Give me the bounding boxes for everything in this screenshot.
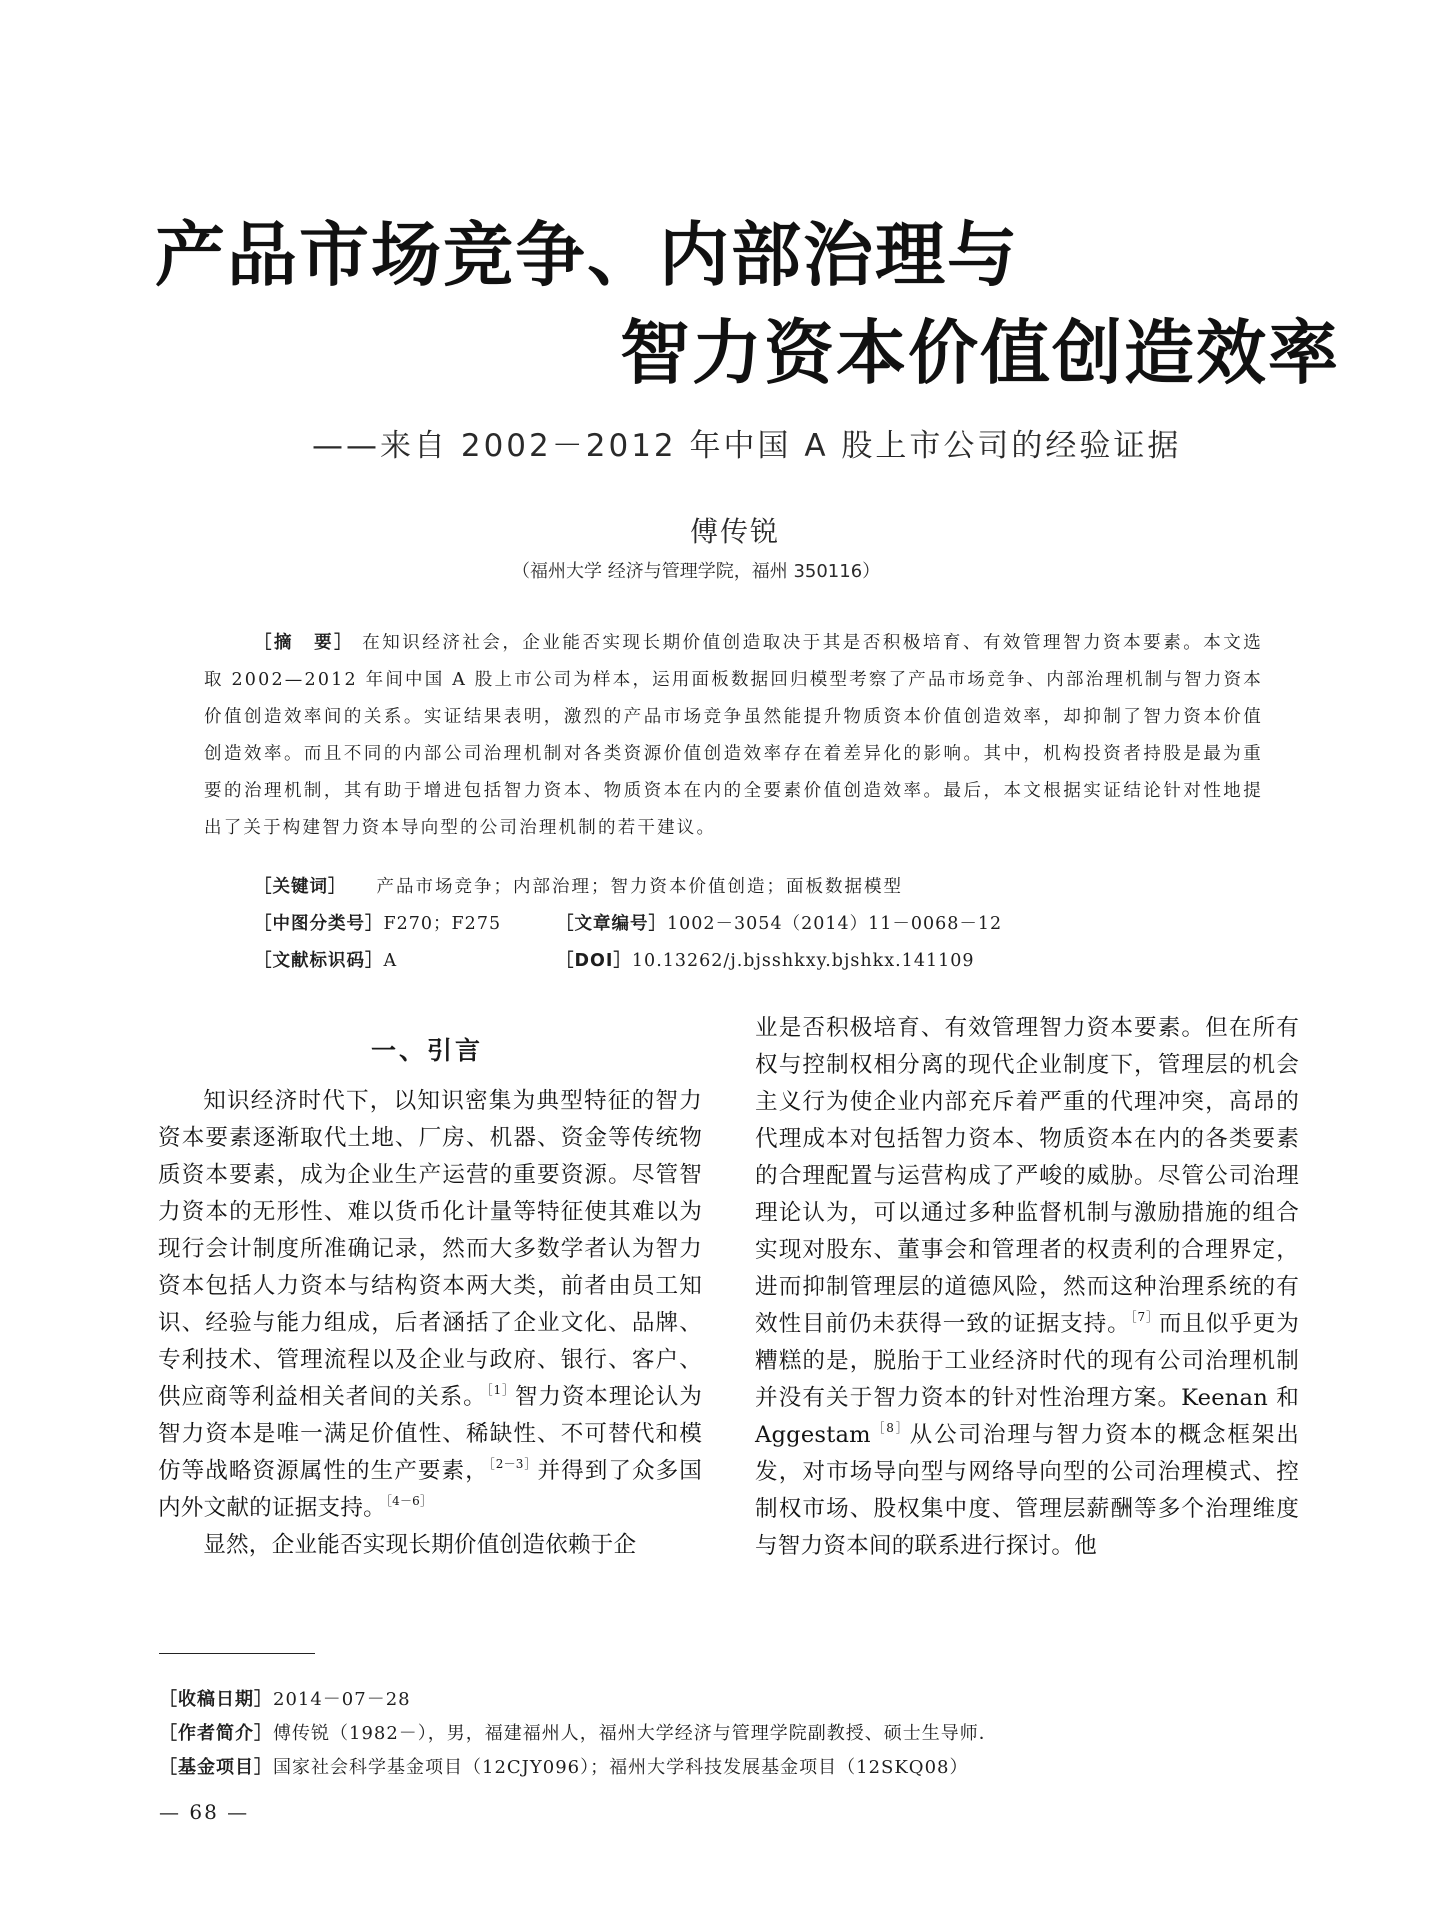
document-code-value: A — [383, 951, 398, 971]
section-heading: 一、引言 — [371, 1036, 484, 1065]
page-number: — 68 — — [159, 1800, 250, 1824]
title-line-1: 产品市场竞争、内部治理与 — [155, 214, 1019, 296]
article-number — [556, 910, 1002, 935]
classification — [254, 910, 501, 935]
keywords-label: ［关键词］ — [254, 877, 347, 897]
body-paragraph — [158, 1527, 702, 1564]
document-code — [254, 947, 397, 972]
keywords — [254, 873, 903, 898]
body-text: 知识经济时代下，以知识密集为典型特征的智力资本要素逐渐取代土地、厂房、机器、资金等传统物质资本要素，成为企业生产运营的重要资源。尽管智力资本的无形性、难以货币化计量等特征使其难以为现行会计制度所准确记录，然而大多数学者认为智力资本包括人力资本与结构资本两大类，前者由员工知识、经验与能力组成，后者涵括了企业文化、品牌、专利技术、管理流程以及企业与政府、银行、客户、供应商等利益相关者间的关系。 — [158, 1088, 702, 1410]
body-text: 并得到了众多国内外文献的证据支持。 — [158, 1458, 702, 1521]
received-value: 2014－07－28 — [273, 1689, 411, 1710]
author-name: 傅传锐 — [690, 515, 781, 548]
author-bio-value: 傅传锐（1982－），男，福建福州人，福州大学经济与管理学院副教授、硕士生导师． — [273, 1723, 998, 1744]
body-text: 智力资本理论认为智力资本是唯一满足价值性、稀缺性、不可替代和模仿等战略资源属性的生产要素， — [158, 1384, 702, 1484]
doi-label: ［DOI］ — [556, 951, 632, 971]
abstract-label: ［摘 要］ — [254, 633, 355, 653]
classification-value: F270；F275 — [383, 914, 502, 934]
article-number-label: ［文章编号］ — [556, 914, 667, 934]
keywords-text: 产品市场竞争；内部治理；智力资本价值创造；面板数据模型 — [376, 877, 903, 897]
body-left-column — [158, 1083, 702, 1564]
citation: ［1］ — [486, 1383, 515, 1397]
citation: ［7］ — [1130, 1310, 1159, 1324]
abstract — [204, 625, 1263, 847]
subtitle: ——来自 2002－2012 年中国 A 股上市公司的经验证据 — [312, 428, 1182, 464]
author-bio-label: ［作者简介］ — [159, 1723, 273, 1744]
body-right-column — [755, 1010, 1299, 1565]
received-label: ［收稿日期］ — [159, 1689, 273, 1710]
body-paragraph — [158, 1083, 702, 1527]
author-affiliation: （福州大学 经济与管理学院，福州 350116） — [512, 561, 881, 582]
body-text: 而且似乎更为糟糕的是，脱胎于工业经济时代的现有公司治理机制并没有关于智力资本的针对性治理方案。Keenan 和 Aggestam — [755, 1311, 1299, 1448]
footnote-rule — [159, 1653, 315, 1654]
abstract-text: 在知识经济社会，企业能否实现长期价值创造取决于其是否积极培育、有效管理智力资本要素。本文选取 2002—2012 年间中国 A 股上市公司为样本，运用面板数据回归模型考察了产品市场竞争、内部治理机制与智力资本价值创造效率间的关系。实证结果表明，激烈的产品市场竞争虽然能提升物质资本价值创造效率，却抑制了智力资本价值创造效率。而且不同的内部公司治理机制对各类资源价值创造效率存在着差异化的影响。其中，机构投资者持股是最为重要的治理机制，其有助于增进包括智力资本、物质资本在内的全要素价值创造效率。最后，本文根据实证结论针对性地提出了关于构建智力资本导向型的公司治理机制的若干建议。 — [204, 633, 1264, 838]
citation: ［8］ — [870, 1421, 910, 1435]
footnote-received — [159, 1685, 411, 1711]
citation: ［4－6］ — [385, 1494, 433, 1508]
body-text: 从公司治理与智力资本的概念框架出发，对市场导向型与网络导向型的公司治理模式、控制权市场、股权集中度、管理层薪酬等多个治理维度与智力资本间的联系进行探讨。他 — [755, 1422, 1299, 1559]
body-text: 业是否积极培育、有效管理智力资本要素。但在所有权与控制权相分离的现代企业制度下，管理层的机会主义行为使企业内部充斥着严重的代理冲突，高昂的代理成本对包括智力资本、物质资本在内的各类要素的合理配置与运营构成了严峻的威胁。尽管公司治理理论认为，可以通过多种监督机制与激励措施的组合实现对股东、董事会和管理者的权责利的合理界定，进而抑制管理层的道德风险，然而这种治理系统的有效性目前仍未获得一致的证据支持。 — [755, 1015, 1299, 1337]
citation: ［2－3］ — [488, 1457, 538, 1471]
body-text: 显然，企业能否实现长期价值创造依赖于企 — [203, 1532, 637, 1558]
fund-label: ［基金项目］ — [159, 1757, 273, 1778]
title-line-2: 智力资本价值创造效率 — [620, 312, 1340, 394]
doi — [556, 947, 975, 972]
doi-value: 10.13262/j.bjsshkxy.bjshkx.141109 — [631, 951, 975, 971]
body-paragraph — [755, 1010, 1299, 1565]
classification-label: ［中图分类号］ — [254, 914, 384, 934]
document-code-label: ［文献标识码］ — [254, 951, 384, 971]
footnote-author — [159, 1719, 998, 1745]
article-number-value: 1002－3054（2014）11－0068－12 — [667, 914, 1003, 934]
footnote-fund — [159, 1753, 968, 1779]
fund-value: 国家社会科学基金项目（12CJY096）；福州大学科技发展基金项目（12SKQ08） — [273, 1757, 969, 1778]
